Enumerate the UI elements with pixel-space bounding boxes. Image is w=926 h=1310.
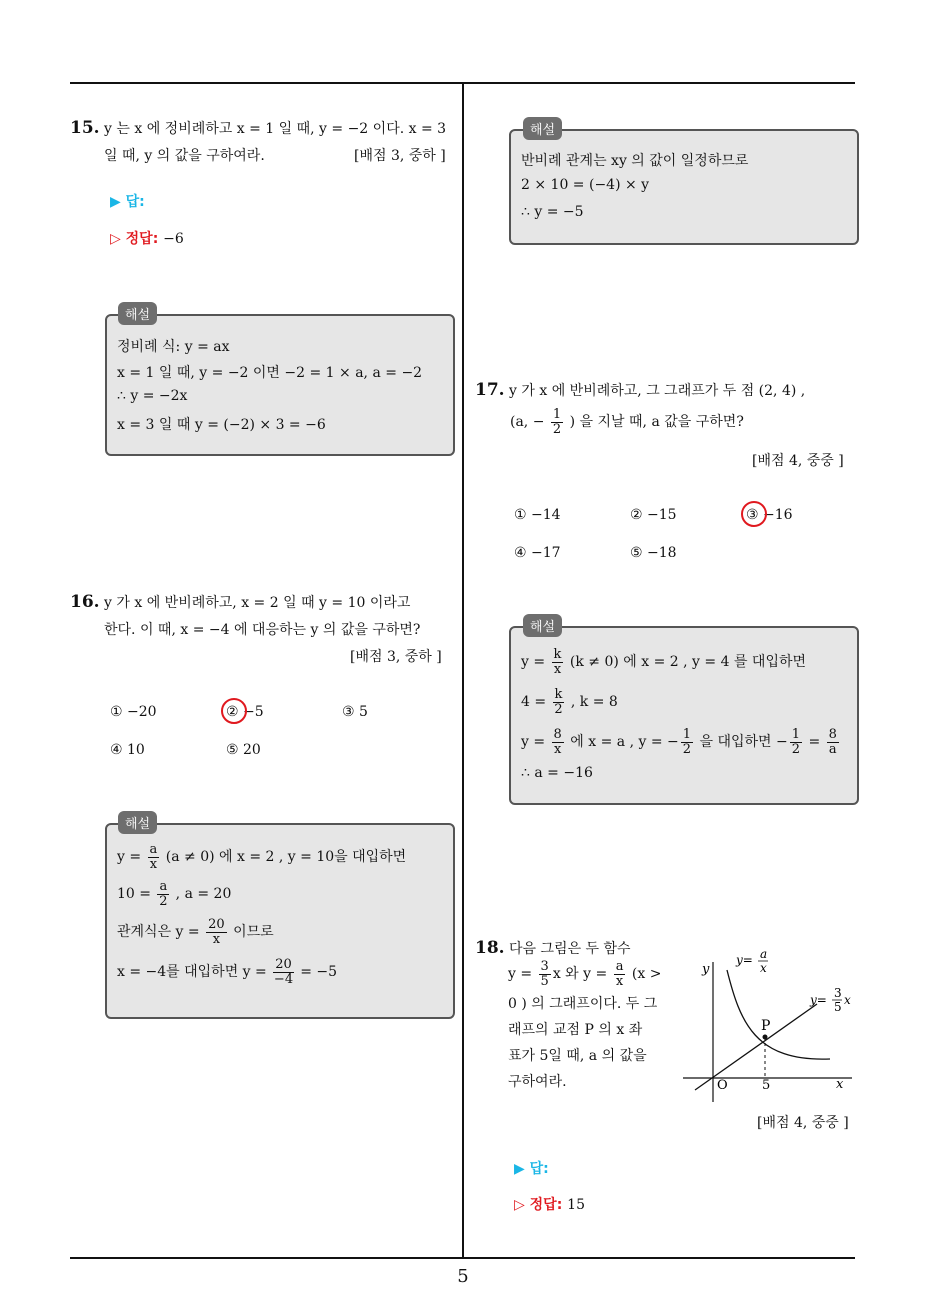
q15-sol-line4: x = 3 일 때 y = (−2) × 3 = −6 xyxy=(117,417,326,433)
q16-sol-fraction1: $\frac{a}{x}$ xyxy=(149,842,158,872)
point-p-label: P xyxy=(761,1018,771,1034)
origin-label: O xyxy=(717,1078,728,1093)
q18-line5: 표가 5일 때, a 의 값을 xyxy=(508,1048,647,1064)
q17-sol-line2: 4 = $\frac{k}{2}$ , k = 8 xyxy=(521,687,618,717)
q15-solution-tag: 해설 xyxy=(118,302,157,325)
q18-line4: 래프의 교점 P 의 x 좌 xyxy=(508,1022,643,1038)
line-label-num: 3 xyxy=(834,986,842,1000)
q15-sol-line3: ∴ y = −2x xyxy=(117,388,188,404)
q16-sol-line3: 관계식은 y = $\frac{20}{x}$ 이므로 xyxy=(117,917,274,947)
q17-line1: 17. y 가 x 에 반비례하고, 그 그래프가 두 점 (2, 4) , xyxy=(475,380,806,400)
q16-option-5[interactable]: ⑤ 20 xyxy=(226,742,261,758)
q16-sol-fraction4: $\frac{20}{-4}$ xyxy=(273,957,294,987)
curve-label-den: x xyxy=(760,961,767,975)
q17-sol-fraction2: $\frac{k}{2}$ xyxy=(554,687,563,717)
q16-right-sol-line3: ∴ y = −5 xyxy=(521,204,584,220)
intersection-point xyxy=(763,1035,768,1040)
q15-score: [배점 3, 중하 ] xyxy=(354,148,446,164)
q17-answer-circle xyxy=(741,501,767,527)
q18-graph xyxy=(680,942,860,1112)
hyperbola-graph xyxy=(727,970,830,1059)
x-axis-label: x xyxy=(836,1077,844,1092)
page-number: 5 xyxy=(457,1266,469,1287)
q18-answer-label: ▶ 답: xyxy=(514,1161,549,1177)
q16-option-1[interactable]: ① −20 xyxy=(110,704,157,720)
q17-solution-tag: 해설 xyxy=(523,614,562,637)
q17-score: [배점 4, 중중 ] xyxy=(752,453,844,469)
q15-line1: 15. y 는 x 에 정비례하고 x = 1 일 때, y = −2 이다. x = 3 xyxy=(70,118,447,138)
q16-option-2[interactable]: ② −5 xyxy=(226,704,264,720)
q17-fraction: $\frac{1}{2}$ xyxy=(552,407,562,437)
q16-sol-fraction2: $\frac{a}{2}$ xyxy=(159,879,168,909)
line-label-var: x xyxy=(844,993,851,1007)
q15-line2: 일 때, y 의 값을 구하여라. xyxy=(104,148,265,164)
q16-answer-circle xyxy=(221,698,247,724)
q16-solution-tag: 해설 xyxy=(118,811,157,834)
q17-sol-line1: y = $\frac{k}{x}$ (k ≠ 0) 에 x = 2 , y = 4 를 대입하면 xyxy=(521,647,807,677)
q16-right-solution-tag: 해설 xyxy=(523,117,562,140)
q18-score: [배점 4, 중중 ] xyxy=(757,1115,849,1131)
q16-line1: 16. y 가 x 에 반비례하고, x = 2 일 때 y = 10 이라고 xyxy=(70,592,411,612)
q18-line3: 0 ) 의 그래프이다. 두 그 xyxy=(508,996,658,1012)
tick-5-label: 5 xyxy=(762,1078,771,1093)
q16-right-sol-line1: 반비례 관계는 xy 의 값이 일정하므로 xyxy=(521,153,749,169)
q17-option-1[interactable]: ① −14 xyxy=(514,507,561,523)
q15-number: 15. xyxy=(70,118,100,138)
curve-label-num: a xyxy=(760,947,768,961)
q18-graph-svg xyxy=(680,942,860,1112)
q16-line2: 한다. 이 때, x = −4 에 대응하는 y 의 값을 구하면? xyxy=(104,622,421,638)
q17-option-5[interactable]: ⑤ −18 xyxy=(630,545,677,561)
q16-sol-line2: 10 = $\frac{a}{2}$ , a = 20 xyxy=(117,879,232,909)
column-divider xyxy=(462,82,464,1258)
q18-line1: 18. 다음 그림은 두 함수 xyxy=(475,938,631,958)
q16-sol-line4: x = −4를 대입하면 y = $\frac{20}{-4}$ = −5 xyxy=(117,957,338,987)
q17-number: 17. xyxy=(475,380,505,400)
q16-sol-fraction3: $\frac{20}{x}$ xyxy=(208,917,225,947)
y-axis-label: y xyxy=(702,962,710,977)
q18-correct: ▷ 정답: 15 xyxy=(514,1197,585,1213)
q17-sol-fraction1: $\frac{k}{x}$ xyxy=(553,647,562,677)
q16-option-3[interactable]: ③ 5 xyxy=(342,704,368,720)
q17-option-3[interactable]: ③ −16 xyxy=(746,507,793,523)
curve-label: y= xyxy=(736,953,753,967)
q18-number: 18. xyxy=(475,938,505,958)
bottom-rule xyxy=(70,1257,855,1259)
q17-sol-line3: y = $\frac{8}{x}$ 에 x = a , y = − $\frac{1}{2}$ 을 대입하면 − $\frac{1}{2}$ = $\frac{8}{a}$ xyxy=(521,727,837,757)
q17-sol-line4: ∴ a = −16 xyxy=(521,765,593,781)
q17-line2: (a, − $\frac{1}{2}$ ) 을 지날 때, a 값을 구하면? xyxy=(510,407,744,437)
q16-sol-line1: y = $\frac{a}{x}$ (a ≠ 0) 에 x = 2 , y = 10을 대입하면 xyxy=(117,842,407,872)
line-label: y= xyxy=(810,993,827,1007)
q16-right-sol-line2: 2 × 10 = (−4) × y xyxy=(521,177,650,193)
line-label-den: 5 xyxy=(834,1000,842,1014)
q18-line2: y = $\frac{3}{5}$ x 와 y = $\frac{a}{x}$ (x > xyxy=(508,959,662,989)
q16-score: [배점 3, 중하 ] xyxy=(350,649,442,665)
q17-option-2[interactable]: ② −15 xyxy=(630,507,677,523)
q18-line6: 구하여라. xyxy=(508,1074,567,1090)
q16-number: 16. xyxy=(70,592,100,612)
q15-sol-line2: x = 1 일 때, y = −2 이면 −2 = 1 × a, a = −2 xyxy=(117,365,423,381)
q16-option-4[interactable]: ④ 10 xyxy=(110,742,145,758)
q17-option-4[interactable]: ④ −17 xyxy=(514,545,561,561)
q15-correct: ▷ 정답: −6 xyxy=(110,231,184,247)
q15-answer-label: ▶ 답: xyxy=(110,194,145,210)
q15-sol-line1: 정비례 식: y = ax xyxy=(117,339,230,355)
